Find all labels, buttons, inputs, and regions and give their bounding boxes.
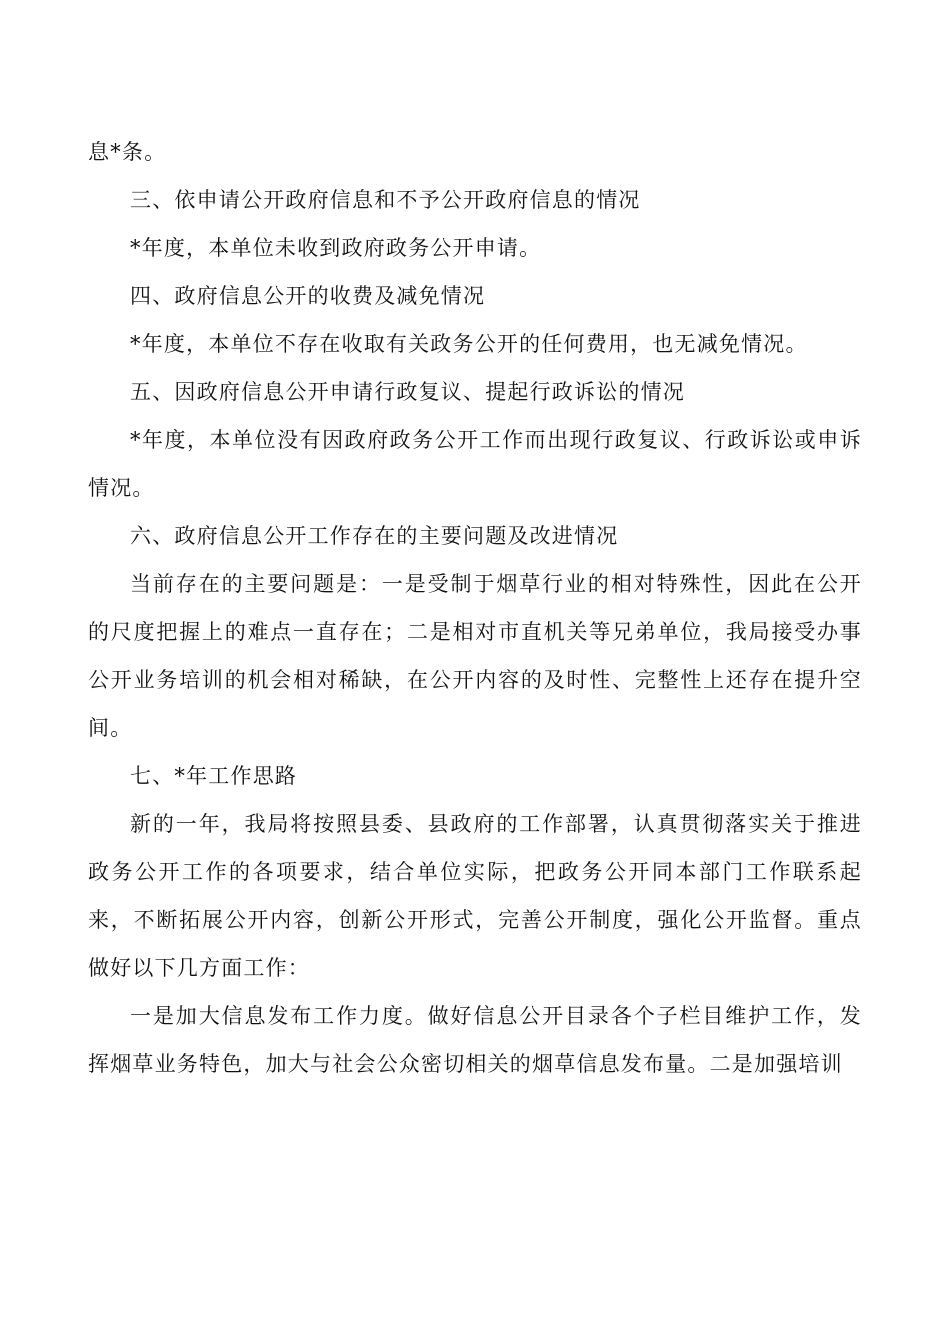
section-heading-4: 四、政府信息公开的收费及减免情况 bbox=[130, 284, 486, 308]
section-heading-5: 五、因政府信息公开申请行政复议、提起行政诉讼的情况 bbox=[130, 380, 685, 404]
paragraph: 一是加大信息发布工作力度。做好信息公开目录各个子栏目维护工作，发挥烟草业务特色，加大与社会公众密切相关的烟草信息发布量。二是加强培训 bbox=[88, 1004, 862, 1076]
section-heading-7: 七、*年工作思路 bbox=[130, 764, 298, 788]
paragraph-continuation: 息*条。 bbox=[88, 140, 167, 164]
section-heading-6: 六、政府信息公开工作存在的主要问题及改进情况 bbox=[130, 524, 619, 548]
paragraph: *年度，本单位未收到政府政务公开申请。 bbox=[130, 236, 542, 260]
section-heading-3: 三、依申请公开政府信息和不予公开政府信息的情况 bbox=[130, 188, 641, 212]
document-body bbox=[88, 128, 862, 1088]
paragraph: 新的一年，我局将按照县委、县政府的工作部署，认真贯彻落实关于推进政务公开工作的各项要求，结合单位实际，把政务公开同本部门工作联系起来，不断拓展公开内容，创新公开形式，完善公开制度，强化公开监督。重点做好以下几方面工作： bbox=[88, 812, 862, 980]
paragraph: *年度，本单位不存在收取有关政务公开的任何费用，也无减免情况。 bbox=[130, 332, 808, 356]
paragraph: *年度，本单位没有因政府政务公开工作而出现行政复议、行政诉讼或申诉情况。 bbox=[88, 428, 862, 500]
paragraph: 当前存在的主要问题是：一是受制于烟草行业的相对特殊性，因此在公开的尺度把握上的难点一直存在；二是相对市直机关等兄弟单位，我局接受办事公开业务培训的机会相对稀缺，在公开内容的及时性、完整性上还存在提升空间。 bbox=[88, 572, 862, 740]
